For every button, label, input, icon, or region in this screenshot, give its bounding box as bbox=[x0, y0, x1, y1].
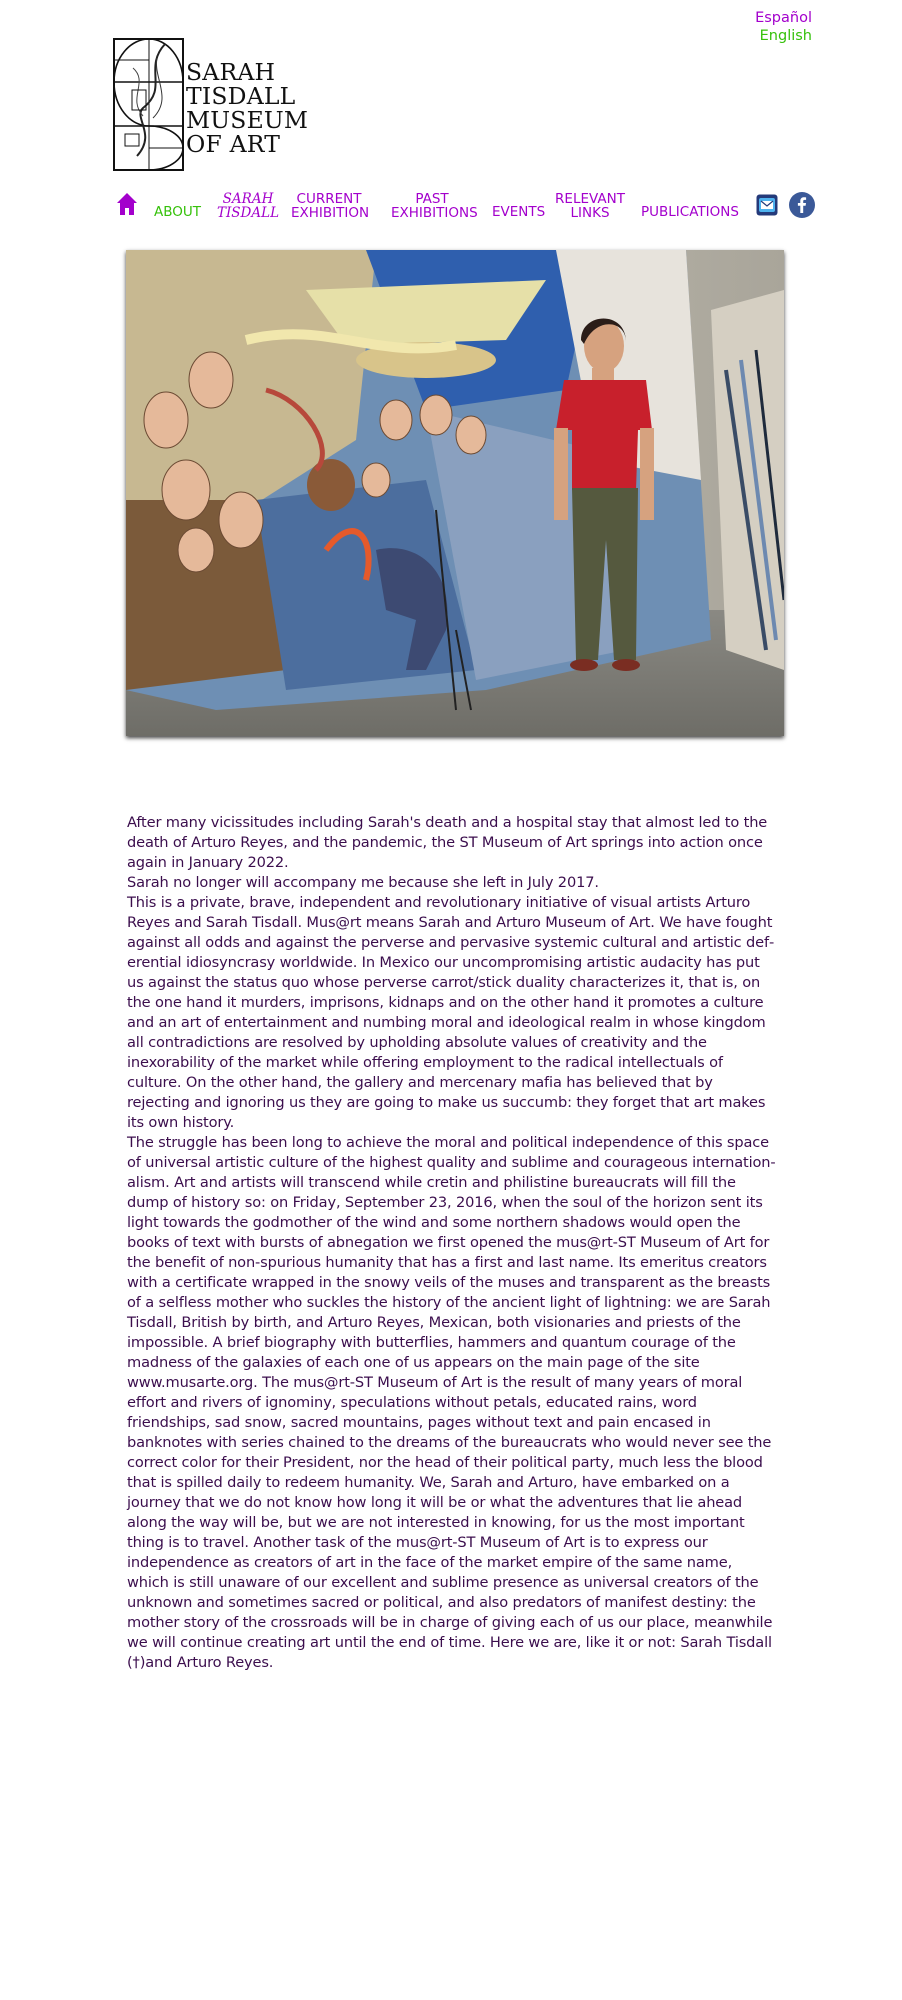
hero-photo-artist-with-mural bbox=[126, 250, 784, 736]
nav-relevant-links[interactable] bbox=[554, 192, 626, 220]
mural-photo-illustration bbox=[126, 250, 784, 736]
mail-icon bbox=[756, 194, 778, 216]
lang-english-link[interactable]: English bbox=[759, 28, 812, 44]
nav-links-line-1: RELEVANT bbox=[555, 191, 625, 207]
statement-paragraph-3: This is a private, brave, independent and revolutionary initiative of visual artists Arturo Reyes and Sarah Tisdall. Mus@rt means Sarah and Arturo Museum of Art. We have fought against all odds and against the perverse and pervasive systemic cultural and artistic deferential idiosyncrasy worldwide. In Mexico our uncompromising artistic audacity has put us against the status quo whose perverse carrot/stick duality characterizes it, that is, on the one hand it murders, imprisons, kidnaps and on the other hand it promotes a culture and an art of entertainment and numbing moral and ideological realm in whose kingdom all contradictions are resolved by upholding absolute values of creativity and the inexorability of the market while offering employment to the radical intellectuals of culture. On the other hand, the gallery and mercenary mafia has believed that by rejecting and ignoring us they are going to make us succumb: they forget that art makes its own history. bbox=[127, 894, 775, 1131]
logo-line-museum: MUSEUM bbox=[186, 106, 309, 134]
lang-spanish-link[interactable]: Español bbox=[755, 10, 812, 26]
logo-wordmark bbox=[186, 58, 309, 158]
nav-facebook-button[interactable] bbox=[789, 192, 815, 222]
home-icon bbox=[116, 192, 138, 216]
nav-events[interactable]: EVENTS bbox=[492, 204, 546, 220]
logo-line-tisdall: TISDALL bbox=[186, 82, 296, 110]
nav-mail-button[interactable] bbox=[756, 194, 778, 220]
nav-past-line-1: PAST bbox=[415, 191, 449, 207]
statement-paragraph-2: Sarah no longer will accompany me because she left in July 2017. bbox=[127, 874, 599, 891]
facebook-icon bbox=[789, 192, 815, 218]
nav-current-line-1: CURRENT bbox=[296, 191, 362, 207]
nav-current-line-2: EXHIBITION bbox=[291, 205, 370, 221]
golden-spiral-emblem-icon bbox=[113, 38, 185, 172]
statement-paragraph-1: After many vicissitudes including Sarah's death and a hospital stay that almost led to the death of Arturo Reyes, and the pandemic, the ST Museum of Art springs into action once again in January 2022. bbox=[127, 814, 768, 871]
museum-logo[interactable] bbox=[113, 38, 309, 172]
main-nav bbox=[113, 188, 815, 224]
museum-statement bbox=[127, 813, 777, 1673]
nav-publications[interactable]: PUBLICATIONS bbox=[641, 204, 739, 220]
language-switcher bbox=[755, 9, 812, 45]
nav-links-line-2: LINKS bbox=[570, 205, 610, 221]
nav-sarah-line-2: TISDALL bbox=[216, 205, 280, 221]
logo-line-sarah: SARAH bbox=[186, 58, 276, 86]
logo-line-of-art: OF ART bbox=[186, 130, 281, 158]
nav-sarah-tisdall[interactable] bbox=[213, 192, 283, 220]
nav-past-line-2: EXHIBITIONS bbox=[391, 205, 478, 221]
nav-home-button[interactable] bbox=[116, 192, 138, 216]
nav-sarah-line-1: SARAH bbox=[222, 191, 274, 207]
nav-past-exhibitions[interactable] bbox=[391, 191, 478, 221]
statement-paragraph-4: The struggle has been long to achieve the moral and political independence of this space of universal artistic culture of the highest quality and sublime and courageous internationalism. Art and artists will transcend while cretin and philistine bureaucrats will fill the dump of history so: on Friday, September 23, 2016, when the soul of the horizon sent its light towards the godmother of the wind and some northern shadows would open the books of text with bursts of abnegation we first opened the mus@rt-ST Museum of Art for the benefit of non-spurious humanity that has a first and last name. Its emeritus creators with a certificate wrapped in the snowy veils of the muses and transparent as the breasts of a selfless mother who suckles the history of the ancient light of lightning: we are Sarah Tisdall, British by birth, and Arturo Reyes, Mexican, both visionaries and priests of the impossible. A brief biography with butterflies, hammers and quantum courage of the madness of the galaxies of each one of us appears on the main page of the site www.musarte.org. The mus@rt-ST Museum of Art is the result of many years of moral effort and rivers of ignominy, speculations without petals, educated rains, word friendships, sad snow, sacred mountains, pages without text and pain encased in banknotes with series chained to the dreams of the bureaucrats who would never see the correct color for their President, nor the head of their political party, much less the blood that is spilled daily to redeem humanity. We, Sarah and Arturo, have embarked on a journey that we do not know how long it will be or what the adventures that lie ahead along the way will be, but we are not interested in knowing, for us the most important thing is to travel. Another task of the mus@rt-ST Museum of Art is to express our independence as creators of art in the face of the market empire of the same name, which is still unaware of our excellent and sublime presence as universal creators of the unknown and sometimes sacred or political, and also predators of manifest destiny: the mother story of the crossroads will be in charge of giving each of us our place, meanwhile we will continue creating art until the end of time. Here we are, like it or not: Sarah Tisdall (†)and Arturo Reyes. bbox=[127, 1134, 776, 1671]
nav-current-exhibition[interactable] bbox=[291, 191, 370, 221]
nav-about[interactable]: ABOUT bbox=[154, 204, 202, 220]
